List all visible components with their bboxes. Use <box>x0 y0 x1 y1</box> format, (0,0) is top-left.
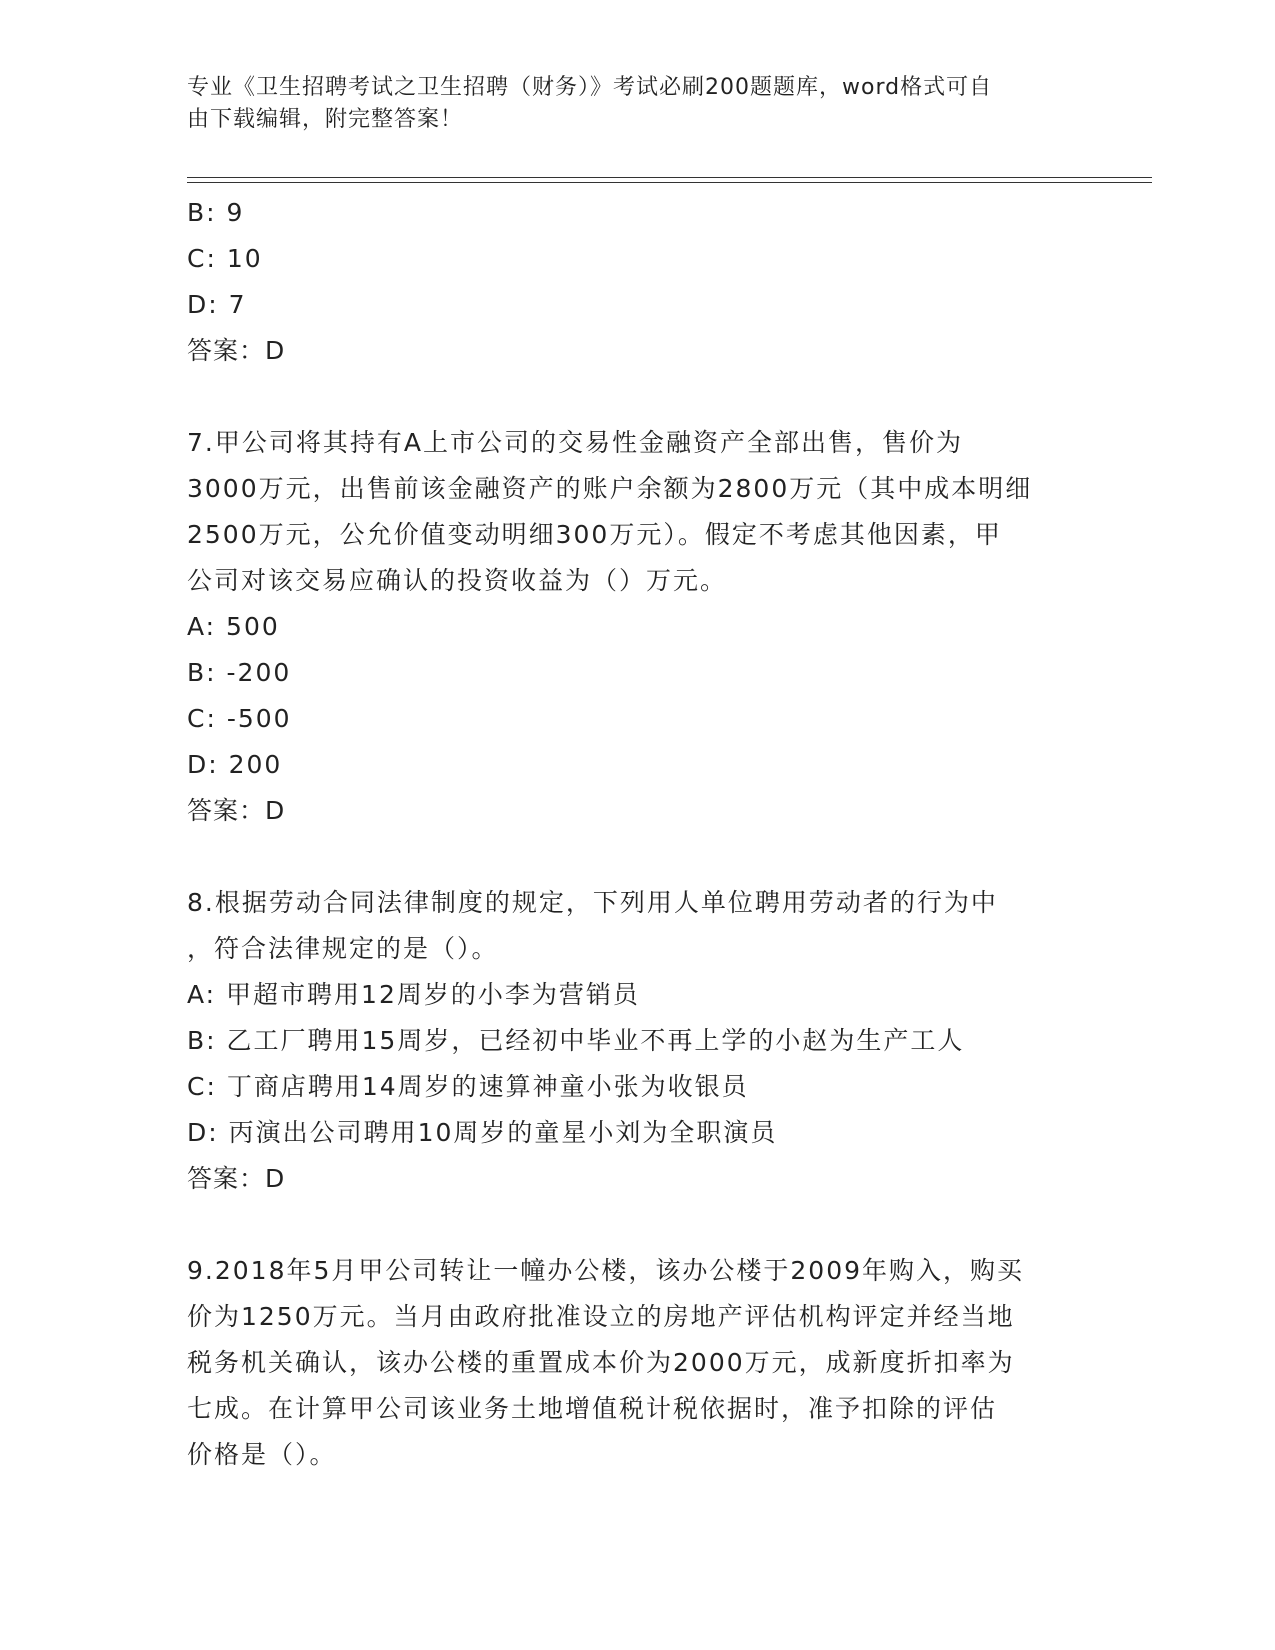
question-6 <box>187 190 1087 374</box>
option-d: D: 200 <box>187 750 283 779</box>
question-9 <box>187 1248 1087 1478</box>
option-c: C: -500 <box>187 704 292 733</box>
option-c: C: 丁商店聘用14周岁的速算神童小张为收银员 <box>187 1072 749 1101</box>
question-stem-line: 2500万元，公允价值变动明细300万元）。假定不考虑其他因素，甲 <box>187 520 1002 549</box>
spacer <box>187 834 1087 880</box>
header-line-2: 由下载编辑，附完整答案！ <box>187 107 464 132</box>
option-b: B: -200 <box>187 658 292 687</box>
question-stem-line: ，符合法律规定的是（）。 <box>187 934 499 963</box>
question-stem-line: 价格是（）。 <box>187 1440 337 1469</box>
answer-line: 答案：D <box>187 336 286 365</box>
option-b: B: 9 <box>187 198 245 227</box>
question-stem-line: 8.根据劳动合同法律制度的规定，下列用人单位聘用劳动者的行为中 <box>187 888 998 917</box>
header-divider <box>187 177 1152 183</box>
document-body <box>187 190 1087 1478</box>
page-header <box>187 72 1067 136</box>
spacer <box>187 1202 1087 1248</box>
spacer <box>187 374 1087 420</box>
option-a: A: 500 <box>187 612 280 641</box>
header-line-1: 专业《卫生招聘考试之卫生招聘（财务）》考试必刷200题题库，word格式可自 <box>187 75 993 100</box>
option-d: D: 丙演出公司聘用10周岁的童星小刘为全职演员 <box>187 1118 778 1147</box>
question-stem-line: 税务机关确认，该办公楼的重置成本价为2000万元，成新度折扣率为 <box>187 1348 1015 1377</box>
option-d: D: 7 <box>187 290 247 319</box>
option-c: C: 10 <box>187 244 263 273</box>
answer-line: 答案：D <box>187 796 286 825</box>
question-stem-line: 公司对该交易应确认的投资收益为（）万元。 <box>187 566 728 595</box>
question-stem-line: 七成。在计算甲公司该业务土地增值税计税依据时，准予扣除的评估 <box>187 1394 998 1423</box>
question-stem-line: 价为1250万元。当月由政府批准设立的房地产评估机构评定并经当地 <box>187 1302 1015 1331</box>
question-stem-line: 9.2018年5月甲公司转让一幢办公楼，该办公楼于2009年购入，购买 <box>187 1256 1025 1285</box>
option-a: A: 甲超市聘用12周岁的小李为营销员 <box>187 980 640 1009</box>
question-7 <box>187 420 1087 834</box>
option-b: B: 乙工厂聘用15周岁，已经初中毕业不再上学的小赵为生产工人 <box>187 1026 965 1055</box>
answer-line: 答案：D <box>187 1164 286 1193</box>
question-8 <box>187 880 1087 1202</box>
question-stem-line: 7.甲公司将其持有A上市公司的交易性金融资产全部出售，售价为 <box>187 428 963 457</box>
question-stem-line: 3000万元，出售前该金融资产的账户余额为2800万元（其中成本明细 <box>187 474 1033 503</box>
